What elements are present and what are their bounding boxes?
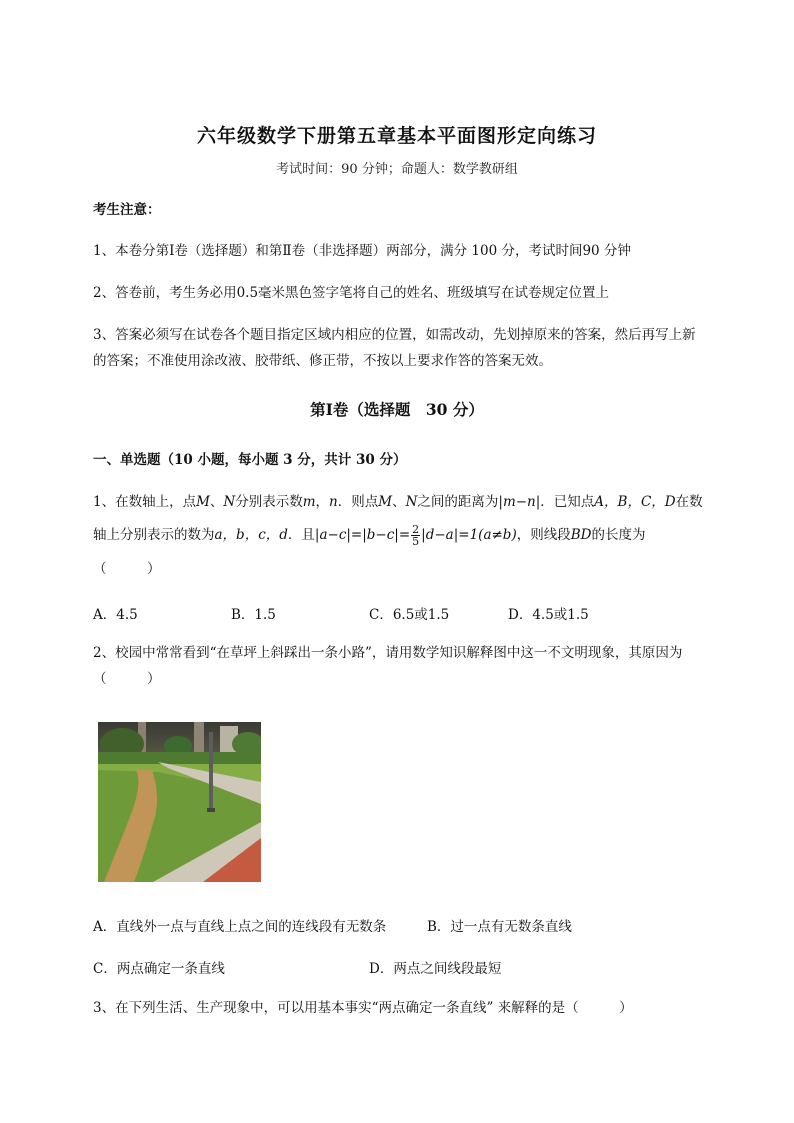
question-3-line-1: 3、在下列生活、生产现象中，可以用基本事实“两点确定一条直线” 来解释的是（ ） [93, 1000, 633, 1016]
q1-option-d: D．4.5或1.5 [508, 607, 589, 623]
q1-points: A，B，C，D [594, 494, 676, 510]
q1-point-n: N [405, 494, 418, 510]
q1-point-m: M [196, 494, 210, 510]
q2-answer-blank: （ ） [93, 671, 161, 687]
q1-segment-bd: BD [570, 527, 592, 543]
q1-text: 轴上分别表示的数为 [93, 527, 215, 543]
q1-var-n: n [329, 494, 338, 510]
q2-option-c: C．两点确定一条直线 [93, 961, 225, 977]
q1-text: 在数 [675, 494, 703, 510]
notice-item-3: 3、答案必须写在试卷各个题目指定区域内相应的位置，如需改动，先划掉原来的答案，然后再写上新 [93, 327, 696, 343]
question-2-line-1: 2、校园中常常看到“在草坪上斜踩出一条小路”，请用数学知识解释图中这一不文明现象，其原因为 [93, 645, 683, 661]
q1-fraction [411, 524, 420, 547]
q1-option-b: B．1.5 [231, 607, 276, 623]
q1-text: 的长度为 [591, 527, 646, 543]
q1-comma: ， [315, 494, 330, 510]
q1-text: ．已知点 [540, 494, 595, 510]
q1-point-n: N [223, 494, 236, 510]
notice-item-1: 1、本卷分第Ⅰ卷（选择题）和第Ⅱ卷（非选择题）两部分，满分 100 分，考试时间90 分钟 [93, 243, 631, 259]
q1-vars: a，b，c，d [214, 527, 288, 543]
fraction-numerator: 2 [412, 523, 420, 536]
q2-option-a: A．直线外一点与直线上点之间的连线段有无数条 [93, 919, 387, 935]
q1-point-m: M [378, 494, 393, 510]
q1-text: 之间的距离为 [417, 494, 499, 510]
q1-sep: 、 [209, 494, 224, 510]
q1-text: ，则线段 [516, 527, 571, 543]
q2-option-d: D．两点之间线段最短 [369, 961, 502, 977]
notice-item-3-cont: 的答案；不准使用涂改液、胶带纸、修正带，不按以上要求作答的答案无效。 [93, 353, 552, 369]
q1-answer-blank: （ ） [93, 561, 161, 577]
lawn-shortcut-photo [98, 722, 261, 882]
q1-condition-2: |d−a|=1(a≠b) [421, 527, 517, 543]
fraction-denominator: 5 [412, 535, 420, 548]
q1-sep: 、 [392, 494, 406, 510]
lawn-photo-illustration [98, 722, 261, 882]
q1-text: 1、在数轴上，点 [93, 494, 197, 510]
section-title: 第Ⅰ卷（选择题 30 分） [310, 400, 484, 419]
part-heading: 一、单选题（10 小题，每小题 3 分，共计 30 分） [93, 452, 407, 468]
document-title: 六年级数学下册第五章基本平面图形定向练习 [196, 125, 597, 147]
q1-distance-formula: |m−n| [498, 494, 541, 510]
q1-text: ．且 [287, 527, 315, 543]
document-subtitle: 考试时间：90 分钟；命题人：数学教研组 [276, 162, 518, 177]
q2-option-b: B．过一点有无数条直线 [427, 919, 572, 935]
question-1-line-1 [93, 489, 713, 515]
q1-option-c: C．6.5或1.5 [369, 607, 450, 623]
notice-item-2: 2、答卷前，考生务必用0.5毫米黑色签字笔将自己的姓名、班级填写在试卷规定位置上 [93, 285, 610, 301]
q1-var-m: m [302, 494, 316, 510]
question-1-line-2 [93, 522, 713, 548]
q1-condition-1: |a−c|=|b−c|= [314, 527, 411, 543]
q1-text: ．则点 [337, 494, 379, 510]
q1-text: 分别表示数 [235, 494, 303, 510]
notice-heading: 考生注意： [93, 202, 161, 218]
q1-option-a: A．4.5 [93, 607, 138, 623]
